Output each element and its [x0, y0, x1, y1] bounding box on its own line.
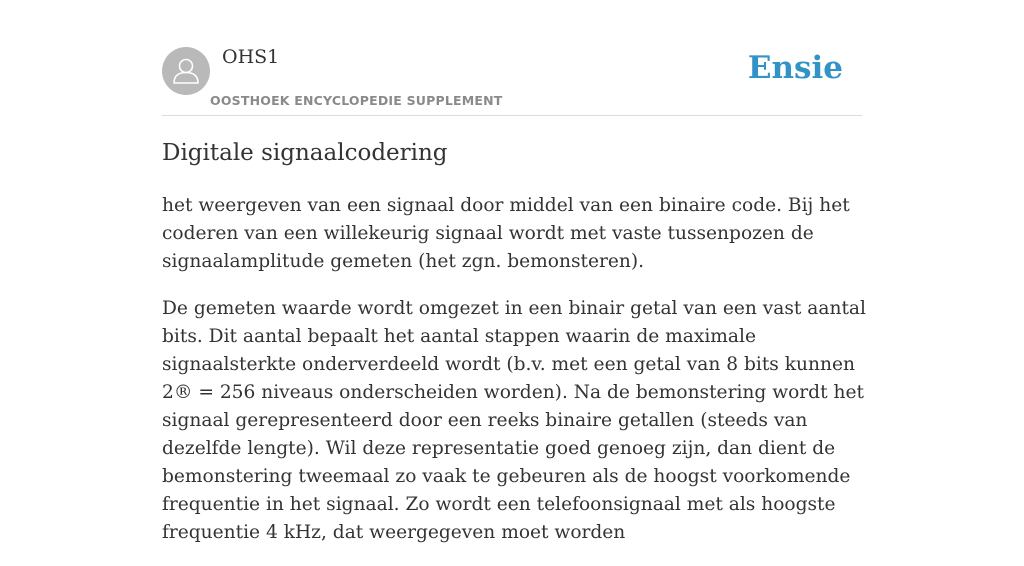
author-name[interactable]: OHS1: [222, 46, 280, 68]
article-header: [162, 0, 862, 116]
user-icon: [162, 47, 210, 95]
source-name[interactable]: OOSTHOEK ENCYCLOPEDIE SUPPLEMENT: [210, 93, 503, 108]
article-title: Digitale signaalcodering: [162, 140, 448, 166]
article-paragraph: De gemeten waarde wordt omgezet in een binair getal van een vast aantal bits. Dit aantal bepaalt het aantal stappen waarin de maximale signaalsterkte onderverdeeld wordt (b.v. met een getal van 8 bits kunnen 2® = 256 niveaus onderscheiden worden). Na de bemonstering wordt het signaal gerepresenteerd door een reeks binaire getallen (steeds van dezelfde lengte). Wil deze representatie goed genoeg zijn, dan dient de bemonstering tweemaal zo vaak te gebeuren als de hoogst voorkomende frequentie in het signaal. Zo wordt een telefoonsignaal met als hoogste frequentie 4 kHz, dat weergegeven moet worden: [162, 298, 866, 543]
article-page: [162, 0, 866, 543]
author-avatar[interactable]: [162, 47, 210, 95]
article-body: [162, 192, 866, 566]
article-paragraph: het weergeven van een signaal door middel van een binaire code. Bij het coderen van een willekeurig signaal wordt met vaste tussenpozen de signaalamplitude gemeten (het zgn. bemonsteren).: [162, 195, 850, 272]
ensie-logo[interactable]: Ensie: [747, 50, 843, 86]
